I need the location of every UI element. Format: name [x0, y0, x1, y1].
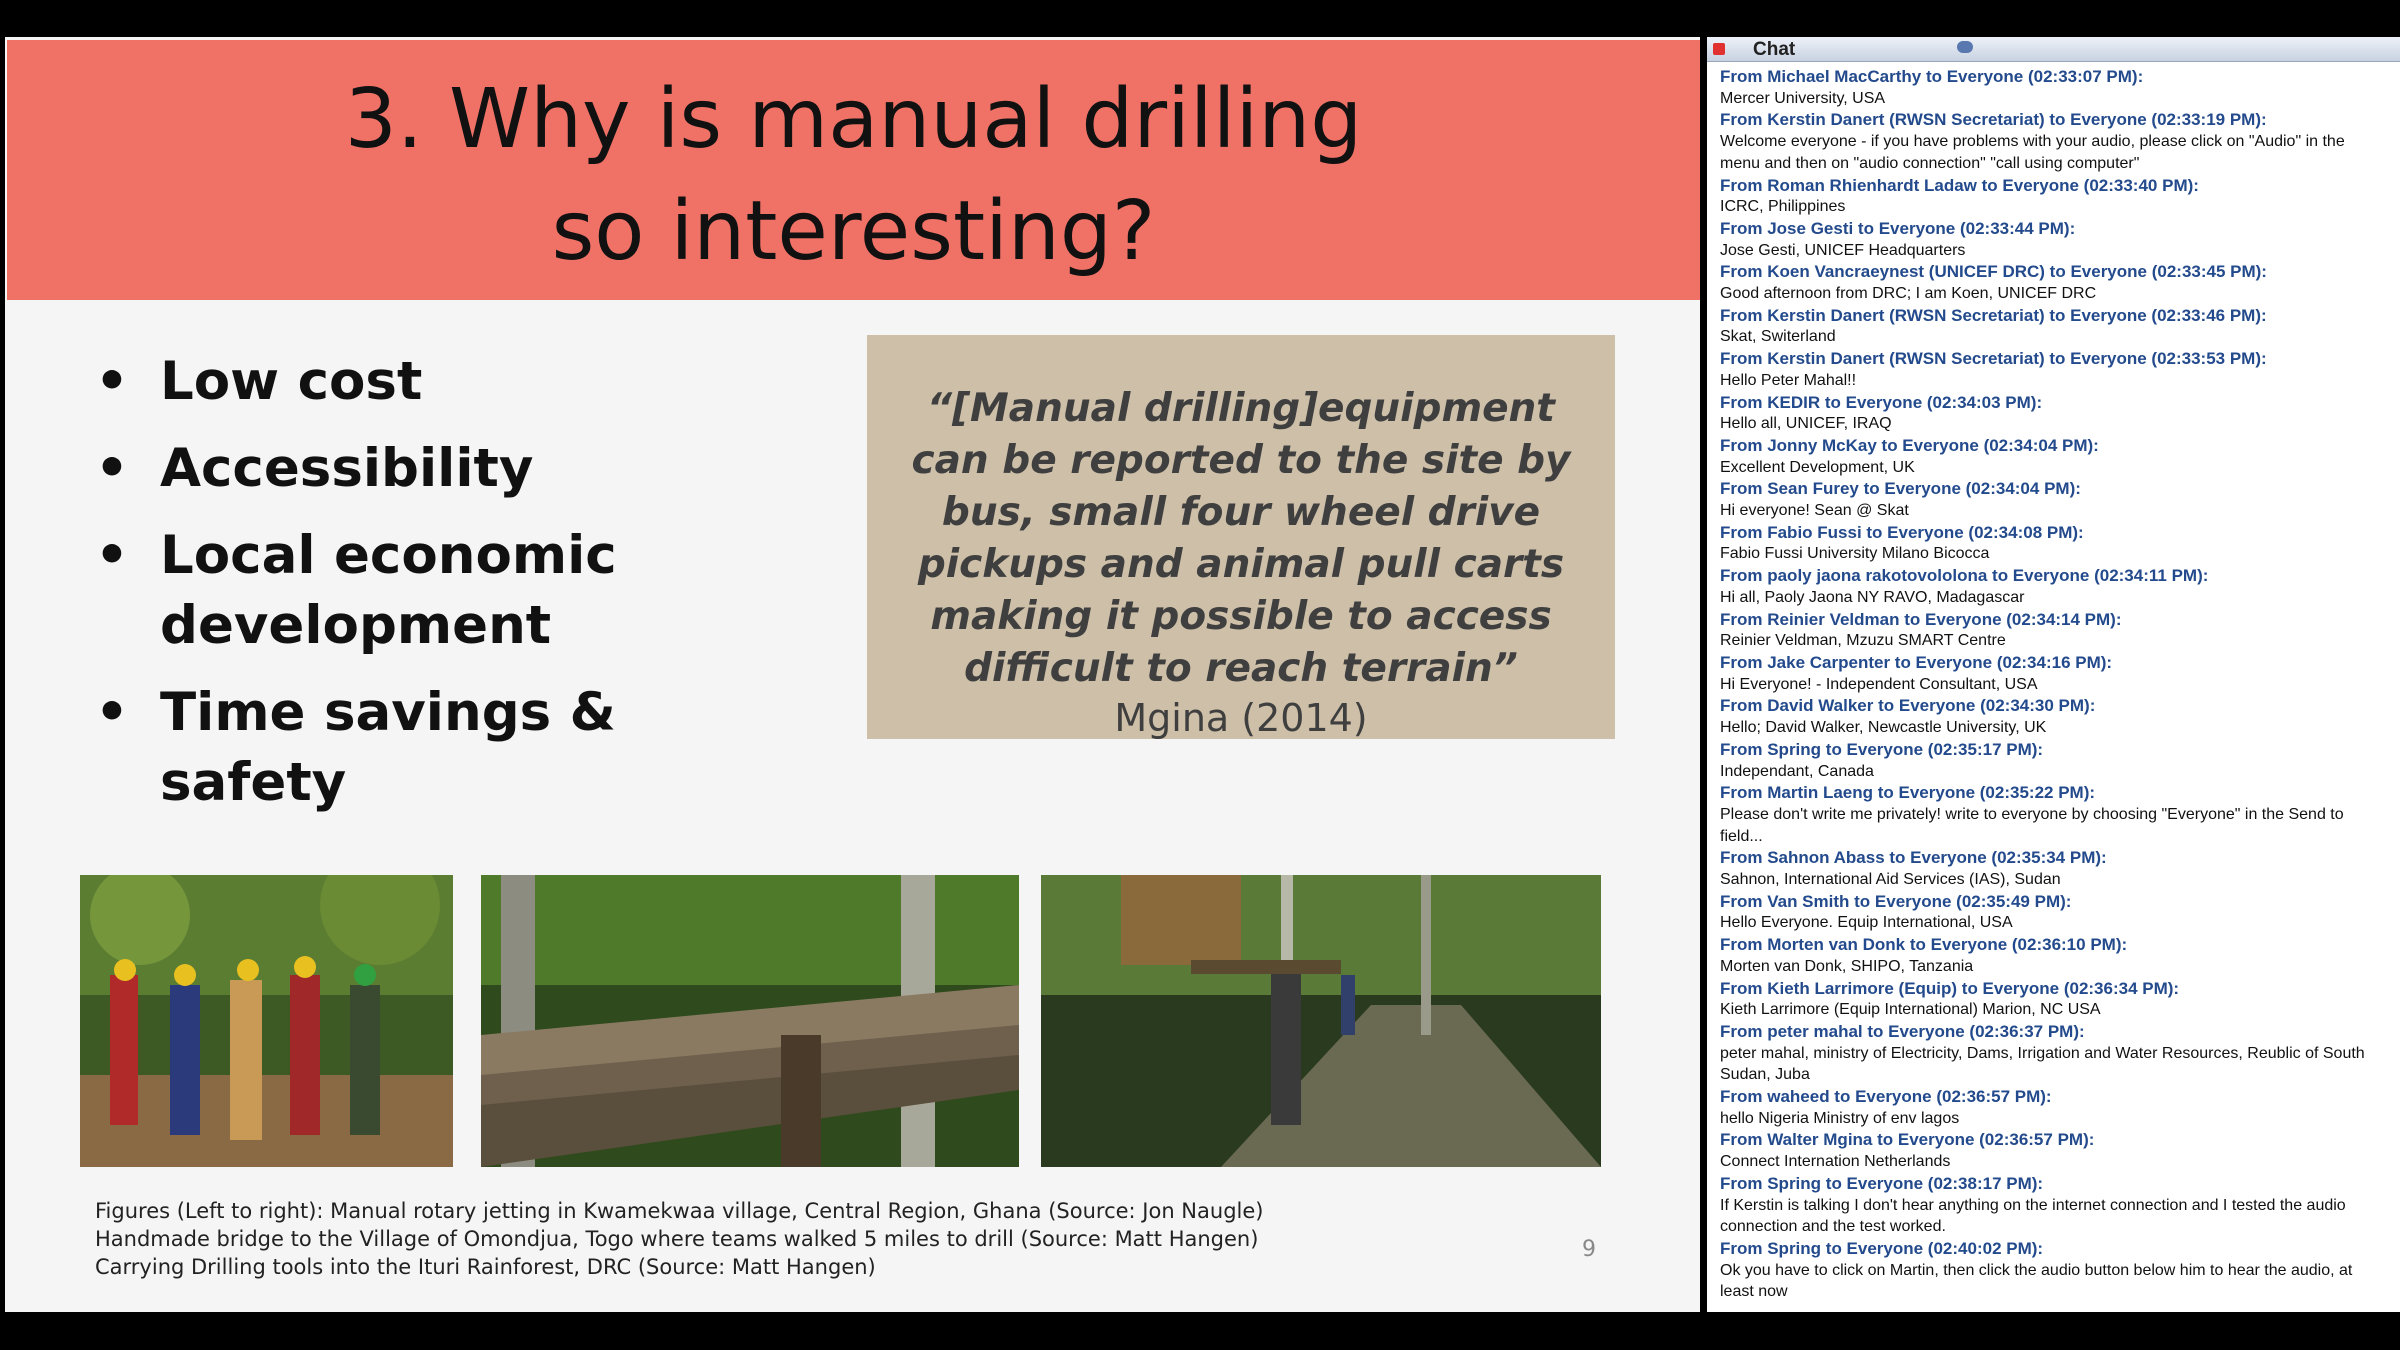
- chat-message-text: Excellent Development, UK: [1720, 458, 1915, 476]
- chat-message-text: ICRC, Philippines: [1720, 198, 1846, 216]
- slide-title-line-1: 3. Why is manual drilling: [344, 72, 1363, 167]
- bullet-icon: •: [95, 525, 129, 586]
- chat-message-text: Hello Peter Mahal!!: [1720, 371, 1857, 389]
- chat-message-sender: From Kieth Larrimore (Equip) to Everyone (02:36:34 PM):: [1720, 978, 2180, 998]
- chat-message-text: Hi Everyone! - Independent Consultant, USA: [1720, 675, 2038, 693]
- chat-message-text: Hello all, UNICEF, IRAQ: [1720, 415, 1892, 433]
- photo-handmade-bridge: [481, 875, 1019, 1167]
- bullet-list: [95, 347, 780, 835]
- chat-message-sender: From Koen Vancraeynest (UNICEF DRC) to Everyone (02:33:45 PM):: [1720, 262, 2267, 282]
- photo-carrying-drilling-tools: [1041, 875, 1601, 1167]
- chat-message-text: Hi all, Paoly Jaona NY RAVO, Madagascar: [1720, 588, 2025, 606]
- chat-message-text: If Kerstin is talking I don't hear anything on the internet connection and I tested the audio connection and the test worked.: [1720, 1196, 2346, 1236]
- chat-message-text: Connect Internation Netherlands: [1720, 1153, 1951, 1171]
- chat-message-sender: From Roman Rhienhardt Ladaw to Everyone (02:33:40 PM):: [1720, 175, 2199, 195]
- chat-message-text: Skat, Switerland: [1720, 328, 1836, 346]
- bullet-icon: •: [95, 351, 129, 412]
- chat-message-text: Reinier Veldman, Mzuzu SMART Centre: [1720, 632, 2006, 650]
- title-banner: [7, 40, 1700, 300]
- chat-message-text: Welcome everyone - if you have problems with your audio, please click on "Audio" in the menu and then on "audio connection" "call using computer": [1720, 133, 2345, 172]
- chat-message-sender: From Michael MacCarthy to Everyone (02:33:07 PM):: [1720, 67, 2144, 86]
- chat-message-sender: From Walter Mgina to Everyone (02:36:57 PM):: [1720, 1130, 2095, 1150]
- chat-message-text: Please don't write me privately! write to everyone by choosing "Everyone" in the Send to field...: [1720, 805, 2344, 845]
- chat-message-sender: From Kerstin Danert (RWSN Secretariat) to Everyone (02:33:46 PM):: [1720, 305, 2267, 325]
- bullet-icon: •: [95, 438, 129, 499]
- chat-message-sender: From Sean Furey to Everyone (02:34:04 PM):: [1720, 479, 2081, 499]
- chat-message-sender: From Jonny McKay to Everyone (02:34:04 PM):: [1720, 435, 2099, 455]
- chat-message-sender: From Spring to Everyone (02:40:02 PM):: [1720, 1238, 2044, 1258]
- chat-message-text: Independant, Canada: [1720, 762, 1874, 780]
- page-number: 9: [1582, 1237, 1596, 1262]
- slide-title-line-2: so interesting?: [551, 184, 1156, 279]
- chat-message-text: Good afternoon from DRC; I am Koen, UNICEF DRC: [1720, 285, 2097, 303]
- chat-message-sender: From Van Smith to Everyone (02:35:49 PM):: [1720, 891, 2072, 911]
- chat-header: [1707, 37, 2400, 62]
- figure-caption: [95, 1197, 1263, 1281]
- chat-message-sender: From Reinier Veldman to Everyone (02:34:14 PM):: [1720, 609, 2122, 629]
- caption-line: Figures (Left to right): Manual rotary jetting in Kwamekwaa village, Central Region, Ghana (Source: Jon Naugle): [95, 1199, 1264, 1223]
- chat-message-text: Hello; David Walker, Newcastle University, UK: [1720, 719, 2047, 737]
- chat-message-sender: From Jake Carpenter to Everyone (02:34:16 PM):: [1720, 652, 2113, 672]
- speech-bubble-icon[interactable]: [1957, 41, 1973, 53]
- photo-manual-rotary-jetting: [80, 875, 453, 1167]
- chat-message-sender: From Spring to Everyone (02:38:17 PM):: [1720, 1173, 2044, 1193]
- chat-message-sender: From waheed to Everyone (02:36:57 PM):: [1720, 1087, 2052, 1107]
- chat-message-text: Morten van Donk, SHIPO, Tanzania: [1720, 957, 1974, 975]
- chat-message-sender: From David Walker to Everyone (02:34:30 PM):: [1720, 696, 2096, 716]
- close-icon[interactable]: [1713, 43, 1725, 55]
- chat-message-text: peter mahal, ministry of Electricity, Dams, Irrigation and Water Resources, Reublic of South Sudan, Juba: [1720, 1044, 2365, 1084]
- bullet-icon: •: [95, 682, 129, 743]
- chat-message-text: Kieth Larrimore (Equip International) Marion, NC USA: [1720, 1001, 2101, 1019]
- chat-message-sender: From peter mahal to Everyone (02:36:37 PM):: [1720, 1021, 2085, 1041]
- chat-message-text: Mercer University, USA: [1720, 89, 1886, 107]
- chat-message-sender: From Kerstin Danert (RWSN Secretariat) to Everyone (02:33:53 PM):: [1720, 349, 2267, 369]
- chat-message-text: Fabio Fussi University Milano Bicocca: [1720, 545, 1990, 563]
- caption-line: Handmade bridge to the Village of Omondjua, Togo where teams walked 5 miles to drill (Source: Matt Hangen): [95, 1227, 1259, 1251]
- chat-message-text: Jose Gesti, UNICEF Headquarters: [1720, 241, 1966, 259]
- quote-text: “[Manual drilling]equipment can be reported to the site by bus, small four wheel drive pickups and animal pull carts making it possible to access difficult to reach terrain”: [911, 386, 1571, 691]
- chat-message-sender: From Martin Laeng to Everyone (02:35:22 PM):: [1720, 783, 2096, 803]
- chat-message-sender: From Sahnon Abass to Everyone (02:35:34 PM):: [1720, 848, 2107, 868]
- chat-message-sender: From Morten van Donk to Everyone (02:36:10 PM):: [1720, 935, 2128, 955]
- bullet-item: • Local economic development: [95, 521, 780, 661]
- bullet-item: • Time savings & safety: [95, 678, 780, 818]
- chat-message-text: Hello Everyone. Equip International, USA: [1720, 914, 2013, 932]
- chat-message-sender: From Kerstin Danert (RWSN Secretariat) to Everyone (02:33:19 PM):: [1720, 110, 2267, 130]
- chat-message-sender: From Spring to Everyone (02:35:17 PM):: [1720, 739, 2044, 759]
- caption-line: Carrying Drilling tools into the Ituri Rainforest, DRC (Source: Matt Hangen): [95, 1255, 876, 1279]
- chat-message-sender: From paoly jaona rakotovololona to Everyone (02:34:11 PM):: [1720, 566, 2209, 586]
- chat-panel: [1707, 37, 2400, 1312]
- chat-message-sender: From KEDIR to Everyone (02:34:03 PM):: [1720, 392, 2043, 412]
- chat-message-text: Sahnon, International Aid Services (IAS), Sudan: [1720, 871, 2061, 889]
- presentation-slide: [5, 37, 1700, 1312]
- chat-message-text: Hi everyone! Sean @ Skat: [1720, 502, 1909, 520]
- chat-message-text: hello Nigeria Ministry of env lagos: [1720, 1109, 1960, 1127]
- slide-title: [7, 64, 1700, 288]
- bullet-item: • Low cost: [95, 347, 780, 417]
- quote-box: [867, 335, 1615, 739]
- quote-source: Mgina (2014): [1114, 696, 1368, 740]
- chat-message-sender: From Jose Gesti to Everyone (02:33:44 PM):: [1720, 218, 2076, 238]
- chat-message-sender: From Fabio Fussi to Everyone (02:34:08 PM):: [1720, 522, 2084, 542]
- chat-message-list[interactable]: [1707, 62, 2400, 1303]
- chat-title: Chat: [1753, 39, 1796, 60]
- chat-message-text: Ok you have to click on Martin, then click the audio button below him to hear the audio, at least now: [1720, 1261, 2353, 1301]
- bullet-item: • Accessibility: [95, 434, 780, 504]
